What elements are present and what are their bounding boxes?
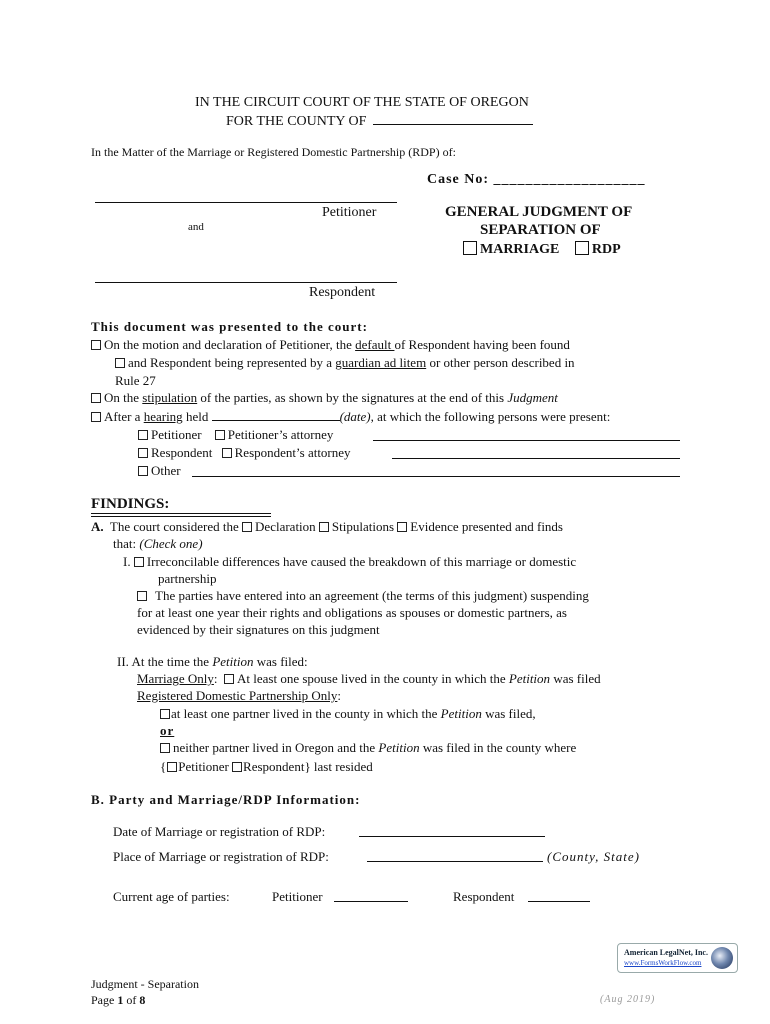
- findings-heading: FINDINGS:: [91, 496, 170, 512]
- legalnet-logo: American LegalNet, Inc. www.FormsWorkFlow.com: [617, 943, 738, 973]
- marriage-checkbox[interactable]: [463, 241, 477, 255]
- presented-option-stipulation: On the stipulation of the parties, as shown by the signatures at the end of this Judgment: [91, 390, 558, 406]
- present-row-respondent: Respondent Respondent’s attorney: [138, 445, 351, 461]
- marriage-date-field[interactable]: [359, 836, 545, 837]
- finding-a-line1: A. The court considered the Declaration Stipulations Evidence presented and finds: [91, 519, 563, 534]
- finding-i-line2: partnership: [158, 571, 217, 586]
- party-info-heading: B. Party and Marriage/RDP Information:: [91, 792, 361, 807]
- resp-attorney-field[interactable]: [392, 458, 680, 459]
- footer-doc-name: Judgment - Separation: [91, 977, 199, 991]
- marriage-label: MARRIAGE: [480, 242, 560, 257]
- stipulation-checkbox[interactable]: [91, 393, 101, 403]
- hearing-checkbox[interactable]: [91, 412, 101, 422]
- formsworkflow-link[interactable]: www.FormsWorkFlow.com: [624, 959, 702, 967]
- other-field[interactable]: [192, 476, 680, 477]
- judgment-title-line2: SEPARATION OF: [480, 222, 601, 238]
- declaration-checkbox[interactable]: [242, 522, 252, 532]
- marriage-only-checkbox[interactable]: [224, 674, 234, 684]
- and-label: and: [188, 221, 204, 233]
- matter-text: In the Matter of the Marriage or Registered Domestic Partnership (RDP) of:: [91, 145, 456, 159]
- rdp-oregon-checkbox[interactable]: [160, 743, 170, 753]
- respondent-name-field[interactable]: [95, 282, 397, 283]
- marriage-date-label: Date of Marriage or registration of RDP:: [113, 824, 326, 839]
- finding-agreement-line2: for at least one year their rights and obligations as spouses or domestic partners, as: [137, 605, 567, 620]
- globe-icon: [711, 947, 733, 969]
- court-title-line2: [226, 112, 533, 130]
- county-label: FOR THE COUNTY OF: [226, 114, 367, 129]
- present-petitioner-checkbox[interactable]: [138, 430, 148, 440]
- finding-agreement-line3: evidenced by their signatures on this judgment: [137, 622, 380, 637]
- resided-petitioner-checkbox[interactable]: [167, 762, 177, 772]
- separation-type: [463, 241, 621, 258]
- gal-link[interactable]: guardian ad litem: [335, 355, 427, 370]
- rdp-option-2: neither partner lived in Oregon and the Petition was filed in the county where: [160, 740, 576, 756]
- pet-attorney-field[interactable]: [373, 440, 680, 441]
- respondent-label: Respondent: [309, 285, 376, 300]
- age-petitioner-field[interactable]: [334, 901, 408, 902]
- rdp-label: RDP: [591, 242, 621, 257]
- marriage-place-field[interactable]: [367, 861, 543, 862]
- motion-checkbox[interactable]: [91, 340, 101, 350]
- present-other-checkbox[interactable]: [138, 466, 148, 476]
- rdp-county-checkbox[interactable]: [160, 709, 170, 719]
- stipulation-link[interactable]: stipulation: [142, 390, 198, 405]
- or-text: or: [160, 723, 175, 738]
- present-row-other: Other: [138, 463, 181, 479]
- stipulations-checkbox[interactable]: [319, 522, 329, 532]
- rdp-checkbox[interactable]: [575, 241, 589, 255]
- age-petitioner-label: Petitioner: [272, 889, 323, 904]
- present-resp-attorney-checkbox[interactable]: [222, 448, 232, 458]
- hearing-date-field[interactable]: [212, 408, 340, 421]
- finding-a-line2: that: (Check one): [113, 536, 203, 551]
- rdp-only-label: Registered Domestic Partnership Only:: [137, 688, 342, 703]
- county-field[interactable]: [373, 112, 533, 125]
- rdp-option-3: { Petitioner Respondent} last resided: [160, 759, 373, 774]
- rule-27: Rule 27: [115, 373, 156, 388]
- case-number[interactable]: Case No: ___________________: [427, 172, 646, 187]
- age-respondent-field[interactable]: [528, 901, 590, 902]
- findings-underline: [91, 513, 271, 514]
- marriage-only-row: Marriage Only: At least one spouse lived in the county in which the Petition was filed: [137, 671, 601, 686]
- gal-checkbox[interactable]: [115, 358, 125, 368]
- evidence-checkbox[interactable]: [397, 522, 407, 532]
- default-link[interactable]: default: [355, 337, 395, 352]
- findings-underline-2: [91, 516, 271, 517]
- petitioner-label: Petitioner: [322, 205, 377, 220]
- revision-date: (Aug 2019): [600, 994, 656, 1005]
- present-row-petitioner: Petitioner Petitioner’s attorney: [138, 427, 333, 443]
- present-respondent-checkbox[interactable]: [138, 448, 148, 458]
- presented-option-gal: and Respondent being represented by a guardian ad litem or other person described in: [115, 355, 575, 371]
- rdp-option-1: at least one partner lived in the county in which the Petition was filed,: [160, 706, 536, 722]
- finding-agreement-line1: The parties have entered into an agreement (the terms of this judgment) suspending: [137, 588, 589, 604]
- petitioner-name-field[interactable]: [95, 202, 397, 203]
- finding-i-line1: I. Irreconcilable differences have caused the breakdown of this marriage or domestic: [123, 554, 577, 569]
- resided-respondent-checkbox[interactable]: [232, 762, 242, 772]
- marriage-place-label: Place of Marriage or registration of RDP:: [113, 849, 329, 864]
- presented-option-motion: On the motion and declaration of Petitioner, the default of Respondent having been found: [91, 337, 570, 353]
- county-state-hint: (County, State): [547, 849, 640, 864]
- present-pet-attorney-checkbox[interactable]: [215, 430, 225, 440]
- hearing-link[interactable]: hearing: [143, 409, 183, 424]
- presented-heading: This document was presented to the court:: [91, 319, 368, 334]
- presented-option-hearing: After a hearing held (date), at which the following persons were present:: [91, 408, 610, 425]
- court-title-line1: IN THE CIRCUIT COURT OF THE STATE OF OREGON: [195, 95, 529, 110]
- footer-page-number: Page 1 of 8: [91, 993, 146, 1007]
- finding-ii-heading: II. At the time the Petition was filed:: [117, 654, 308, 669]
- age-respondent-label: Respondent: [453, 889, 515, 904]
- agreement-checkbox[interactable]: [137, 591, 147, 601]
- irreconcilable-checkbox[interactable]: [134, 557, 144, 567]
- judgment-title-line1: GENERAL JUDGMENT OF: [445, 204, 633, 220]
- age-label: Current age of parties:: [113, 889, 230, 904]
